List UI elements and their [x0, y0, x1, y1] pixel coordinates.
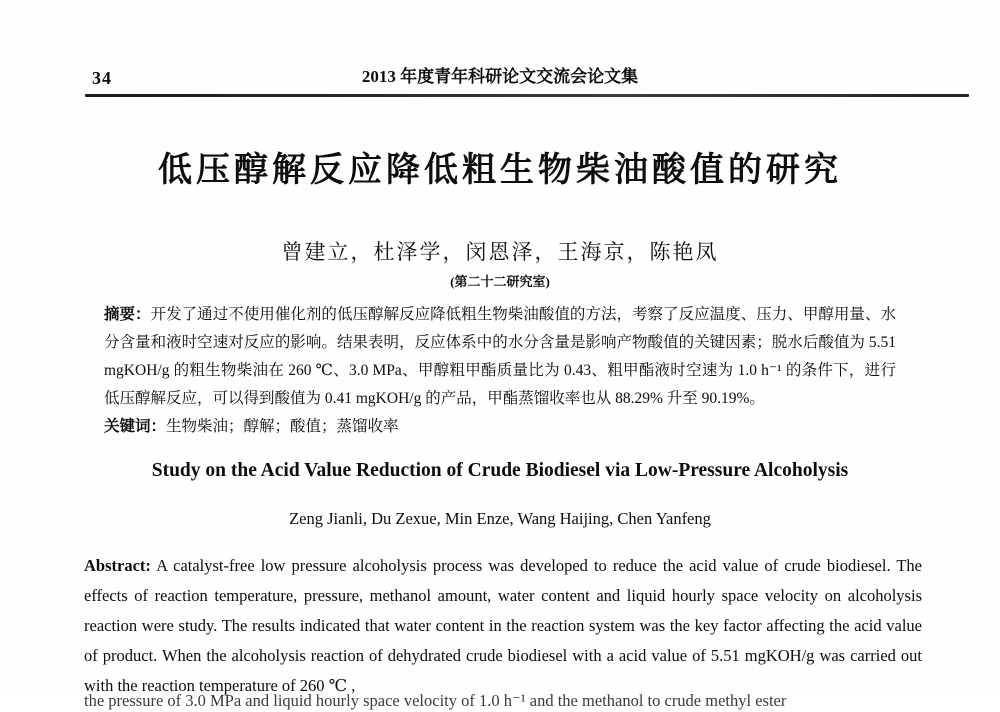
- abstract-en-label: Abstract:: [84, 556, 151, 575]
- header-rule: [85, 94, 969, 97]
- affiliation: (第二十二研究室): [450, 274, 550, 289]
- page-number: 34: [92, 68, 112, 88]
- authors-zh: 曾建立，杜泽学，闵恩泽，王海京，陈艳凤: [281, 240, 719, 264]
- abstract-en: [84, 551, 923, 710]
- keywords-zh-label: 关键词：: [104, 418, 167, 435]
- abstract-zh: [104, 301, 896, 413]
- paper-title-en: Study on the Acid Value Reduction of Crude Biodiesel via Low-Pressure Alcoholysis: [151, 460, 849, 481]
- paper-title-zh: 低压醇解反应降低粗生物柴油酸值的研究: [158, 151, 842, 189]
- authors-en: Zeng Jianli, Du Zexue, Min Enze, Wang Haijing, Chen Yanfeng: [289, 509, 711, 528]
- keywords-zh: [104, 413, 896, 441]
- abstract-en-text: A catalyst-free low pressure alcoholysis process was developed to reduce the acid value of crude biodiesel. The effects of reaction temperature, pressure, methanol amount, water content and liquid hourly space velocity on alcoholysis reaction were study. The results indicated that water content in the reaction system was the key factor affecting the acid value of product. When the alcoholysis reaction of dehydrated crude biodiesel with a acid value of 5.51 mgKOH/g was carried out with the reaction temperature of 260 ℃ ,: [84, 556, 923, 695]
- running-header: 2013 年度青年科研论文交流会论文集: [361, 67, 639, 86]
- abstract-en-continuation-clipped: the pressure of 3.0 MPa and liquid hourly space velocity of 1.0 h⁻¹ and the methanol to crude methyl ester: [84, 691, 787, 710]
- abstract-zh-text: 开发了通过不使用催化剂的低压醇解反应降低粗生物柴油酸值的方法，考察了反应温度、压力、甲醇用量、水分含量和液时空速对反应的影响。结果表明，反应体系中的水分含量是影响产物酸值的关键因素；脱水后酸值为 5.51 mgKOH/g 的粗生物柴油在 260 ℃、3.0 MPa、甲醇粗甲酯质量比为 0.43、粗甲酯液时空速为 1.0 h⁻¹ 的条件下，进行低压醇解反应，可以得到酸值为 0.41 mgKOH/g 的产品，甲酯蒸馏收率也从 88.29% 升至 90.19%。: [104, 306, 896, 407]
- keywords-zh-text: 生物柴油；醇解；酸值；蒸馏收率: [166, 418, 399, 435]
- abstract-zh-label: 摘要：: [104, 306, 151, 323]
